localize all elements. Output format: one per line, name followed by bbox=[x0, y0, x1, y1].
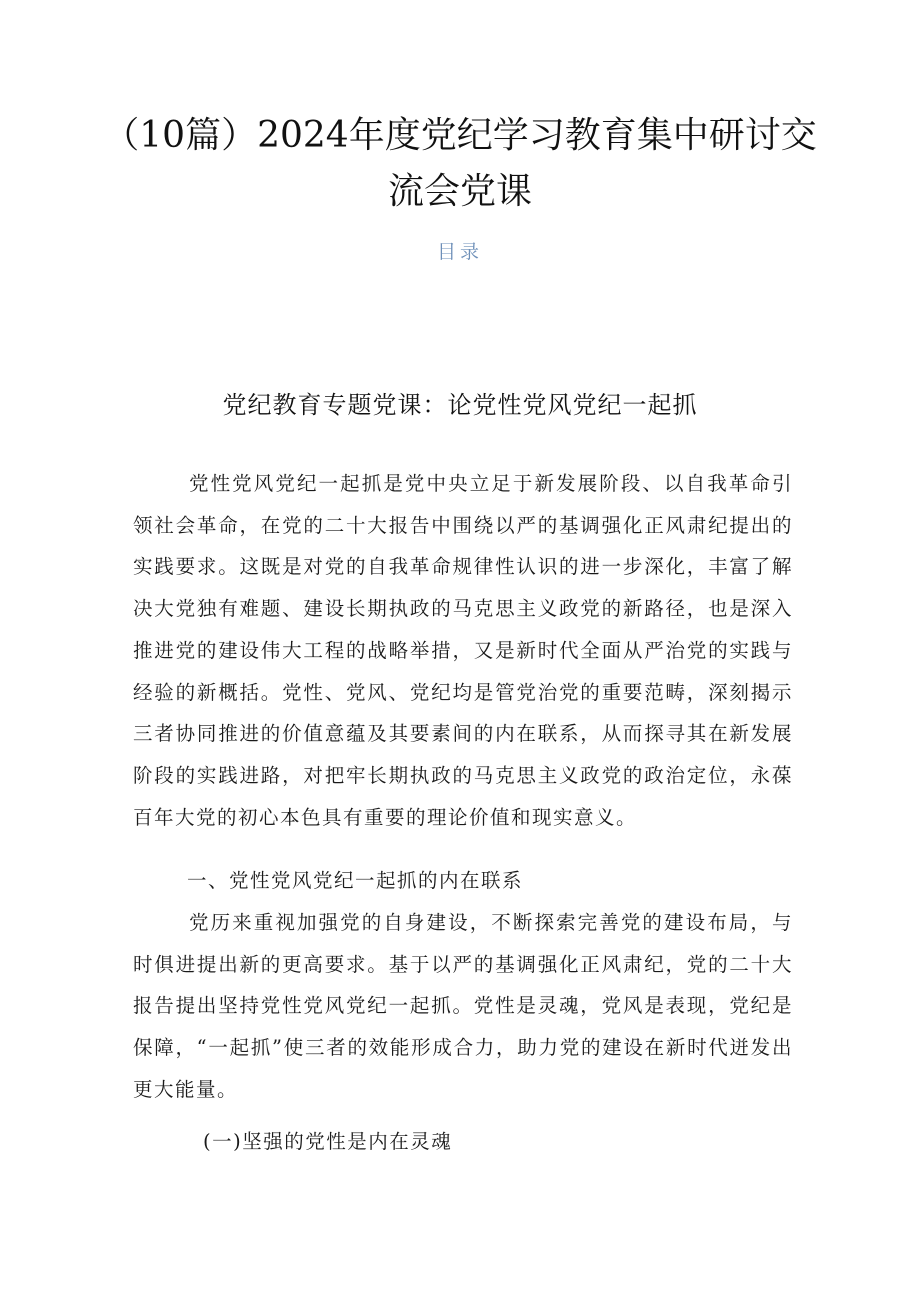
subheading-inner-connection: 一、党性党风党纪一起抓的内在联系 bbox=[187, 869, 524, 892]
body-paragraph: 党历来重视加强党的自身建设，不断探索完善党的建设布局，与时俱进提出新的更高要求。基于以严的基调强化正风肃纪，党的二十大报告提出坚持党性党风党纪一起抓。党性是灵魂，党风是表现，党纪是保障，“一起抓”使三者的效能形成合力，助力党的建设在新时代迸发出更大能量。 bbox=[133, 911, 793, 1101]
subheading-party-spirit: (一)坚强的党性是内在灵魂 bbox=[203, 1130, 453, 1153]
section-title: 党纪教育专题党课：论党性党风党纪一起抓 bbox=[222, 391, 698, 419]
document-title: （10篇）2024年度党纪学习教育集中研讨交流会党课 bbox=[103, 115, 817, 212]
intro-paragraph: 党性党风党纪一起抓是党中央立足于新发展阶段、以自我革命引领社会革命，在党的二十大报告中围绕以严的基调强化正风肃纪提出的实践要求。这既是对党的自我革命规律性认识的进一步深化，丰富了解决大党独有难题、建设长期执政的马克思主义政党的新路径，也是深入推进党的建设伟大工程的战略举措，又是新时代全面从严治党的实践与经验的新概括。党性、党风、党纪均是管党治党的重要范畴，深刻揭示三者协同推进的价值意蕴及其要素间的内在联系，从而探寻其在新发展阶段的实践进路，对把牢长期执政的马克思主义政党的政治定位，永葆百年大党的初心本色具有重要的理论价值和现实意义。 bbox=[133, 472, 793, 829]
table-of-contents-label[interactable]: 目录 bbox=[436, 241, 483, 263]
